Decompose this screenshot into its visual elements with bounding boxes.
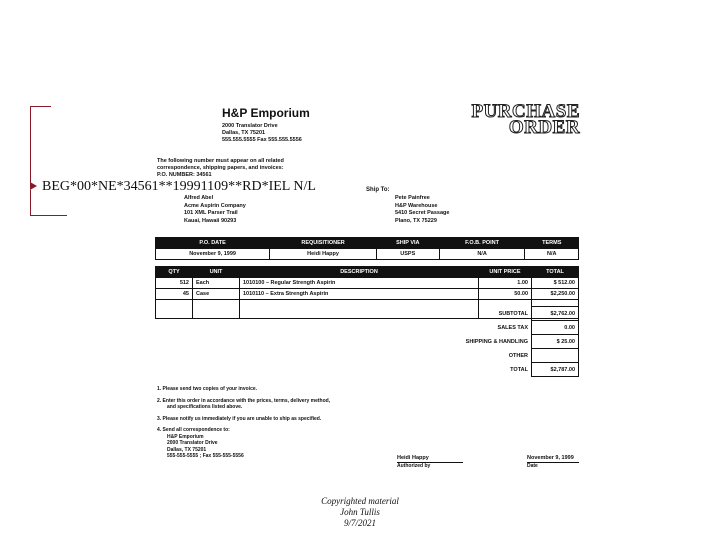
header-unit-price: UNIT PRICE xyxy=(479,267,532,278)
totals-table xyxy=(430,306,579,377)
ship-to-label: Ship To: xyxy=(366,187,390,193)
document-title xyxy=(430,101,580,138)
ship-via: USPS xyxy=(376,249,439,260)
header-po-date: P.O. DATE xyxy=(156,238,270,249)
header-total: TOTAL xyxy=(532,267,579,278)
sales-tax-value: 0.00 xyxy=(532,321,579,335)
order-info-header-row xyxy=(156,238,579,249)
total-value: $2,787.00 xyxy=(532,363,579,377)
copyright-notice xyxy=(290,496,430,529)
totals-row xyxy=(430,335,579,349)
title-line-1: PURCHASE xyxy=(471,101,580,122)
ship-to-address xyxy=(395,195,449,225)
item-qty: 45 xyxy=(156,289,193,300)
subtotal-value: $2,762.00 xyxy=(532,307,579,321)
header-terms: TERMS xyxy=(525,238,579,249)
po-notice xyxy=(157,158,357,179)
item-unit: Each xyxy=(193,278,240,289)
item-description: 1010100 – Regular Strength Aspirin xyxy=(240,278,479,289)
ship-to-line: Plano, TX 75229 xyxy=(395,217,437,224)
annotation-bracket-top xyxy=(30,106,51,187)
correspondence-line: H&P Emporium xyxy=(167,433,204,440)
header-fob-point: F.O.B. POINT xyxy=(439,238,525,249)
correspondence-line: 2000 Translator Drive xyxy=(167,440,218,446)
header-unit: UNIT xyxy=(193,267,240,278)
other-value xyxy=(532,349,579,363)
table-row xyxy=(156,278,579,289)
note-1: 1. Please send two copies of your invoice. xyxy=(157,386,258,392)
copyright-line-2: John Tullis xyxy=(340,507,380,517)
order-info-table xyxy=(155,237,579,260)
vendor-line: 101 XML Parser Trail xyxy=(184,210,238,216)
authorized-by-label: Authorized by xyxy=(397,463,431,469)
item-unit: Case xyxy=(193,289,240,300)
correspondence-line: Dallas, TX 75201 xyxy=(167,446,207,453)
table-row xyxy=(156,289,579,300)
company-phone: 555.555.5555 Fax 555.555.5556 xyxy=(222,137,302,143)
ship-to-line: H&P Warehouse xyxy=(395,202,438,209)
notice-line-1: The following number must appear on all related xyxy=(157,158,284,164)
header-requisitioner: REQUISITIONER xyxy=(270,238,377,249)
vendor-line: Alfred Abel xyxy=(184,195,214,201)
notice-line-2: correspondence, shipping papers, and invoices: xyxy=(157,165,284,171)
note-3: 3. Please notify us immediately if you are unable to ship as specified. xyxy=(157,415,322,422)
date-label: Date xyxy=(527,463,538,469)
header-qty: QTY xyxy=(156,267,193,278)
company-name: H&P Emporium xyxy=(222,106,310,120)
totals-row xyxy=(430,349,579,363)
header-ship-via: SHIP VIA xyxy=(376,238,439,249)
items-header-row xyxy=(156,267,579,278)
vendor-line: Kauai, Hawaii 90293 xyxy=(184,217,237,224)
authorizer-name: Heidi Happy xyxy=(397,455,429,461)
header-description: DESCRIPTION xyxy=(240,267,479,278)
note-2-cont: and specifications listed above. xyxy=(167,404,243,410)
terms: N/A xyxy=(525,249,579,260)
item-total: $ 512.00 xyxy=(532,278,579,289)
ship-to-line: 5410 Secret Passage xyxy=(395,210,450,216)
instructions xyxy=(157,386,387,460)
annotation-arrow-icon xyxy=(30,182,37,190)
vendor-address xyxy=(184,195,246,225)
copyright-line-1: Copyrighted material xyxy=(321,496,399,506)
total-label: TOTAL xyxy=(510,366,528,373)
company-address xyxy=(222,123,302,144)
po-number: P.O. NUMBER: 34561 xyxy=(157,172,212,178)
subtotal-label: SUBTOTAL xyxy=(498,310,528,317)
totals-row xyxy=(430,363,579,377)
item-qty: 512 xyxy=(156,278,193,289)
item-unit-price: 1.00 xyxy=(479,278,532,289)
item-unit-price: 50.00 xyxy=(479,289,532,300)
shipping-label: SHIPPING & HANDLING xyxy=(465,338,528,345)
note-4: 4. Send all correspondence to: xyxy=(157,427,230,433)
vendor-line: Acme Aspirin Company xyxy=(184,202,246,209)
company-street: 2000 Translator Drive xyxy=(222,123,278,129)
fob-point: N/A xyxy=(439,249,525,260)
order-info-value-row xyxy=(156,249,579,260)
item-description: 1010110 – Extra Strength Aspirin xyxy=(240,289,479,300)
company-city: Dallas, TX 75201 xyxy=(222,130,266,136)
requisitioner: Heidi Happy xyxy=(270,249,377,260)
copyright-line-3: 9/7/2021 xyxy=(343,518,376,528)
po-date: November 9, 1999 xyxy=(156,249,270,260)
totals-row xyxy=(430,307,579,321)
sales-tax-label: SALES TAX xyxy=(497,324,528,331)
correspondence-line: 555-555-5555 ; Fax 555-555-5556 xyxy=(167,453,244,459)
note-2: 2. Enter this order in accordance with the prices, terms, delivery method, xyxy=(157,397,331,404)
authorization-date: November 9, 1999 xyxy=(527,455,574,461)
correspondence-address xyxy=(157,434,387,460)
edi-segment: BEG*00*NE*34561**19991109**RD*IEL N/L xyxy=(42,179,316,194)
shipping-value: $ 25.00 xyxy=(532,335,579,349)
other-label: OTHER xyxy=(508,352,528,359)
totals-row xyxy=(430,321,579,335)
title-line-2: ORDER xyxy=(508,117,580,138)
ship-to-line: Pete Painfree xyxy=(395,195,430,201)
item-total: $2,250.00 xyxy=(532,289,579,300)
